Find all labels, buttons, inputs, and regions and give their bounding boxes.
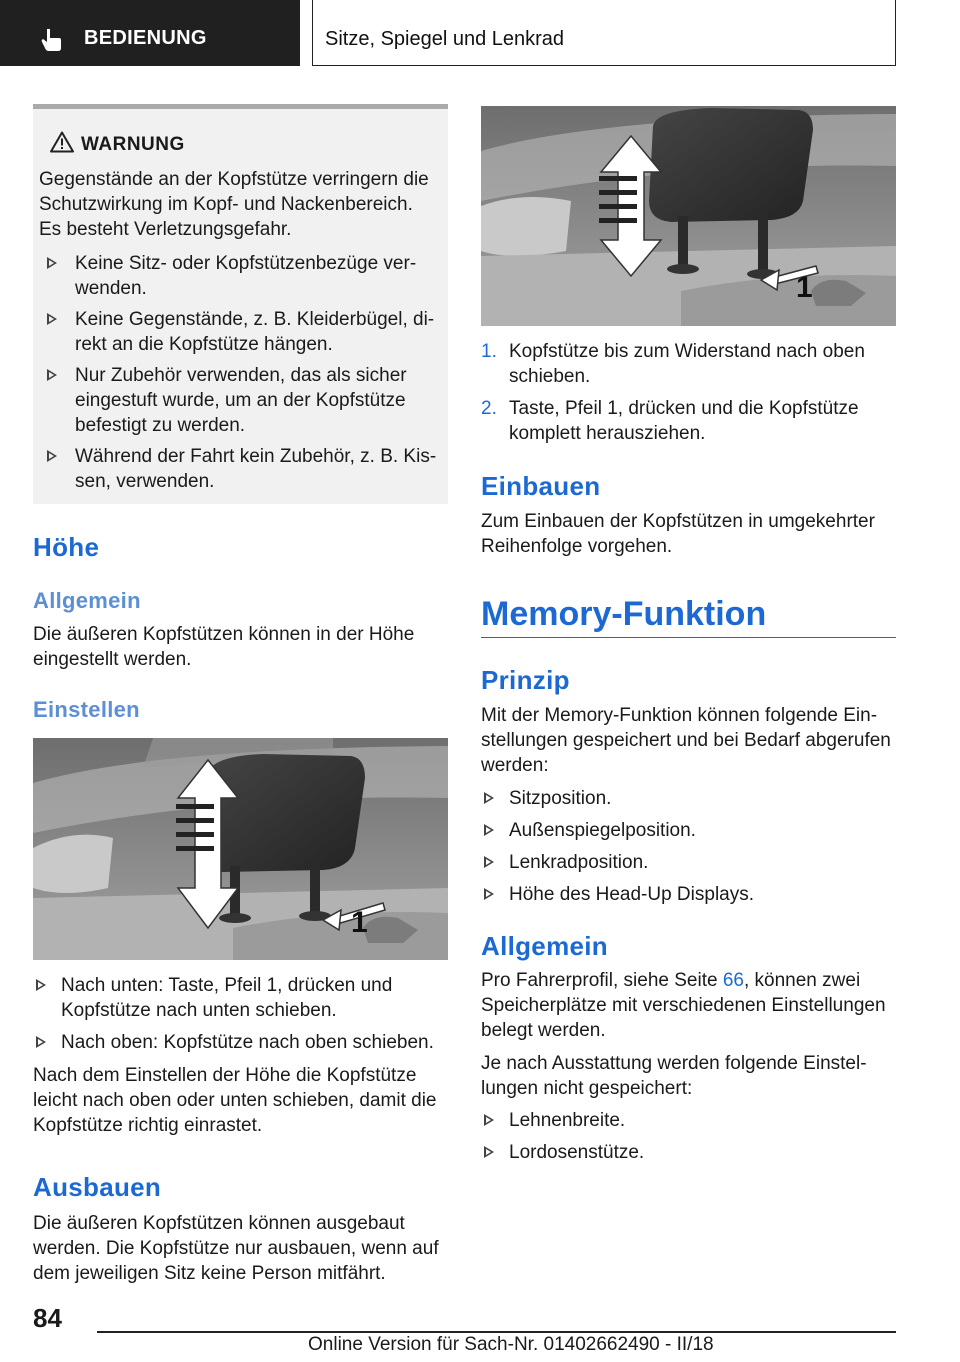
pointing-hand-icon [40,28,62,52]
bullet-triangle-icon [47,450,57,462]
bullet-triangle-icon [484,1114,494,1126]
bullet-triangle-icon [47,369,57,381]
ausbauen-steps [481,339,896,453]
subheading-prinzip: Prinzip [481,665,570,695]
bullet-triangle-icon [484,1146,494,1158]
bullet-triangle-icon [47,257,57,269]
footer-online-version: Online Version für Sach-Nr. 01402662490 - II/18 [308,1334,714,1355]
list-item: Lenkradposition. [481,850,896,875]
list-item: Nach oben: Kopfstütze nach oben schieben. [33,1030,448,1055]
section-label: BEDIENUNG [84,27,207,49]
memory-allgemein-text2: Je nach Ausstattung werden folgende Einstellungen nicht gespeichert: [481,1053,867,1099]
figure-callout-label: 1 [351,906,368,939]
warning-text: Gegenstände an der Kopfstütze verringern die Schutzwirkung im Kopf- und Nackenbereich. Es besteht Verletzungsgefahr. [39,169,429,240]
figure-callout-label: 1 [796,271,813,304]
list-item: Keine Gegenstände, z. B. Kleiderbügel, direkt an die Kopfstütze hängen. [39,307,439,357]
list-item: Höhe des Head-Up Displays. [481,882,896,907]
subheading-allgemein: Allgemein [33,588,141,613]
prinzip-list [481,786,896,914]
list-item: Außenspiegelposition. [481,818,896,843]
einstellen-list [33,973,448,1062]
bullet-triangle-icon [36,1036,46,1048]
page-reference-link[interactable]: 66 [722,970,744,991]
chapter-heading-memory: Memory-Funktion [481,595,767,633]
chapter-title: Sitze, Spiegel und Lenkrad [325,28,565,50]
heading-divider [481,637,896,638]
footer-divider [97,1331,896,1333]
list-item: Während der Fahrt kein Zubehör, z. B. Kissen, verwenden. [39,444,439,494]
list-item: Keine Sitz- oder Kopfstützenbezüge verwenden. [39,251,439,301]
bullet-triangle-icon [484,792,494,804]
bullet-triangle-icon [36,979,46,991]
page-number: 84 [33,1303,62,1333]
subheading-einstellen: Einstellen [33,697,140,722]
ausbauen-text: Die äußeren Kopfstützen können ausgebaut werden. Die Kopfstütze nur ausbauen, wenn auf dem jeweiligen Sitz keine Person mitfährt. [33,1213,439,1284]
list-item: 2. Taste, Pfeil 1, drücken und die Kopfstütze komplett herausziehen. [481,398,859,444]
memory-allgemein-text: Pro Fahrerprofil, siehe Seite 66, können zwei Speicherplätze mit verschiedenen Einstellungen belegt werden. [481,970,886,1041]
bullet-triangle-icon [484,856,494,868]
bullet-triangle-icon [47,313,57,325]
section-heading-einbauen: Einbauen [481,471,601,501]
headrest-remove-figure [481,106,896,326]
warning-title: WARNUNG [81,134,185,155]
list-item: Nach unten: Taste, Pfeil 1, drücken und Kopfstütze nach unten schieben. [33,973,448,1023]
section-heading-hoehe: Höhe [33,532,100,562]
einstellen-text: Nach dem Einstellen der Höhe die Kopfstütze leicht nach oben oder unten schieben, damit die Kopfstütze richtig einrastet. [33,1065,437,1136]
einbauen-text: Zum Einbauen der Kopfstützen in umgekehrter Reihenfolge vorgehen. [481,511,875,557]
headrest-adjust-figure [33,738,448,960]
prinzip-text: Mit der Memory-Funktion können folgende Einstellungen gespeichert und bei Bedarf abgerufen werden: [481,705,891,776]
list-item: Sitzposition. [481,786,896,811]
list-item: Lordosenstütze. [481,1140,896,1165]
header-section-tab [0,0,300,66]
not-saved-list [481,1108,896,1172]
bullet-triangle-icon [484,888,494,900]
subheading-allgemein-memory: Allgemein [481,931,608,961]
list-item: 1. Kopfstütze bis zum Widerstand nach oben schieben. [481,341,865,387]
warning-list [39,251,439,500]
section-heading-ausbauen: Ausbauen [33,1172,162,1202]
list-item: Nur Zubehör verwenden, das als sicher eingestuft wurde, um an der Kopfstütze befestigt zu werden. [39,363,439,438]
warning-triangle-icon [50,131,74,153]
allgemein-text: Die äußeren Kopfstützen können in der Höhe eingestellt werden. [33,624,415,670]
bullet-triangle-icon [484,824,494,836]
list-item: Lehnenbreite. [481,1108,896,1133]
warning-box [33,104,448,504]
header-chapter [312,0,896,66]
